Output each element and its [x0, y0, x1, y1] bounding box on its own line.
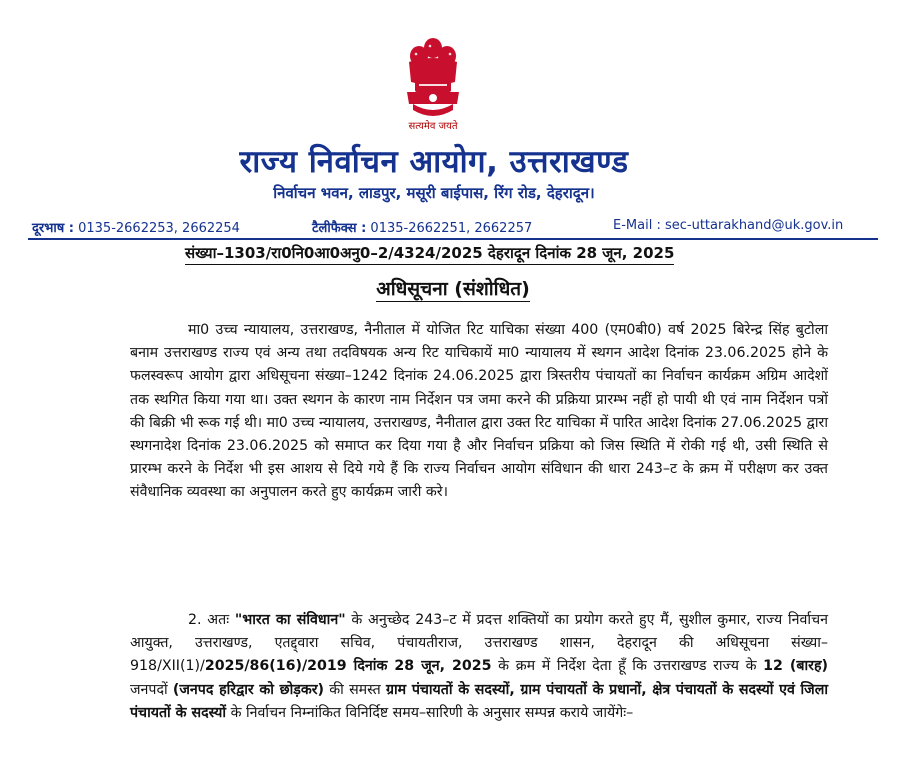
emblem-motto: सत्यमेव जयते	[408, 121, 458, 132]
paragraph-1: मा0 उच्च न्यायालय, उत्तराखण्ड, नैनीताल में योजित रिट याचिका संख्या 400 (एम0बी0) वर्ष 2025 बिरेन्द्र सिंह बुटोला बनाम उत्तराखण्ड राज्य एवं अन्य तथा तदविषयक अन्य रिट याचिकायें मा0 न्यायालय में स्थगन आदेश दिनांक 23.06.2025 होने के फलस्वरूप आयोग द्वारा अधिसूचना संख्या–1242 दिनांक 24.06.2025 द्वारा त्रिस्तरीय पंचायतों का निर्वाचन कार्यक्रम अग्रिम आदेशों तक स्थगित किया गया था। उक्त स्थगन के कारण नाम निर्देशन पत्र जमा करने की प्रक्रिया प्रारम्भ नहीं हो पायी थी एवं नाम निर्देशन पत्रों की बिक्री भी रूक गई थी। मा0 उच्च न्यायालय, उत्तराखण्ड, नैनीताल द्वारा उक्त रिट याचिका में पारित आदेश दिनांक 27.06.2025 द्वारा स्थगनादेश दिनांक 23.06.2025 को समाप्त कर दिया गया है और निर्वाचन प्रक्रिया को जिस स्थिति में रोकी गई थी, उसी स्थिति से प्रारम्भ करने के निर्देश भी इस आशय से दिये गये हैं कि राज्य निर्वाचन आयोग संविधान की धारा 243–ट के क्रम में परीक्षण कर उक्त संवैधानिक व्यवस्था का अनुपालन करते हुए कार्यक्रम जारी करे।	[130, 322, 828, 501]
fax-label: टैलीफैक्स :	[312, 221, 367, 236]
paragraph-2-bold-1: "भारत का संविधान"	[234, 612, 346, 628]
paragraph-2-text-4: जनपदों	[130, 681, 173, 698]
paragraph-2	[130, 609, 828, 725]
state-emblem-icon	[395, 32, 471, 132]
letterhead-divider	[28, 238, 878, 240]
notification-heading-text: अधिसूचना (संशोधित)	[376, 278, 530, 300]
paragraph-2-text-5: की समस्त	[324, 681, 386, 698]
paragraph-2-text-2: के अनुच्छेद 243–ट में प्रदत्त शक्तियों का प्रयोग करते हुए मैं, सुशील कुमार, राज्य निर्वाचन आयुक्त, उत्तराखण्ड, एतद्द्वारा सचिव, पंचायतीराज, उत्तराखण्ड शासन, देहरादून की अधिसूचना संख्या–918/XII(1)/	[130, 612, 828, 675]
paragraph-2-bold-3: 12 (बारह)	[763, 658, 828, 675]
paragraph-2-bold-5: ग्राम पंचायतों के सदस्यों, ग्राम पंचायतों के प्रधानों, क्षेत्र पंचायतों के सदस्यों एवं जिला पंचायतों के सदस्यों	[130, 681, 829, 721]
paragraph-2-bold-2: 2025/86(16)/2019 दिनांक 28 जून, 2025	[204, 658, 492, 675]
fax-contact	[312, 218, 532, 236]
email-value: sec-uttarakhand@uk.gov.in	[664, 218, 844, 233]
phone-value: 0135-2662253, 2662254	[78, 221, 240, 236]
paragraph-2-bold-4: (जनपद हरिद्वार को छोड़कर)	[172, 681, 325, 698]
phone-contact	[32, 218, 240, 236]
organization-title: राज्य निर्वाचन आयोग, उत्तराखण्ड	[239, 144, 629, 180]
reference-number-line: संख्या–1303/रा0नि0आ0अनु0–2/4324/2025 देहरादून दिनांक 28 जून, 2025	[185, 243, 674, 265]
email-contact	[613, 218, 843, 233]
organization-address: निर्वाचन भवन, लाडपुर, मसूरी बाईपास, रिंग रोड, देहरादून।	[273, 184, 595, 202]
email-label: E-Mail :	[613, 218, 661, 233]
phone-label: दूरभाष :	[32, 221, 74, 236]
paragraph-2-text-6: के निर्वाचन निम्नांकित विनिर्दिष्ट समय–सारिणी के अनुसार सम्पन्न कराये जायेंगेः–	[226, 704, 634, 721]
notification-heading	[0, 275, 906, 301]
paragraph-2-text-1: 2. अतः	[188, 612, 235, 628]
paragraph-2-text-3: के क्रम में निर्देश देता हूँ कि उत्तराखण्ड राज्य के	[491, 658, 764, 675]
fax-value: 0135-2662251, 2662257	[370, 221, 533, 236]
